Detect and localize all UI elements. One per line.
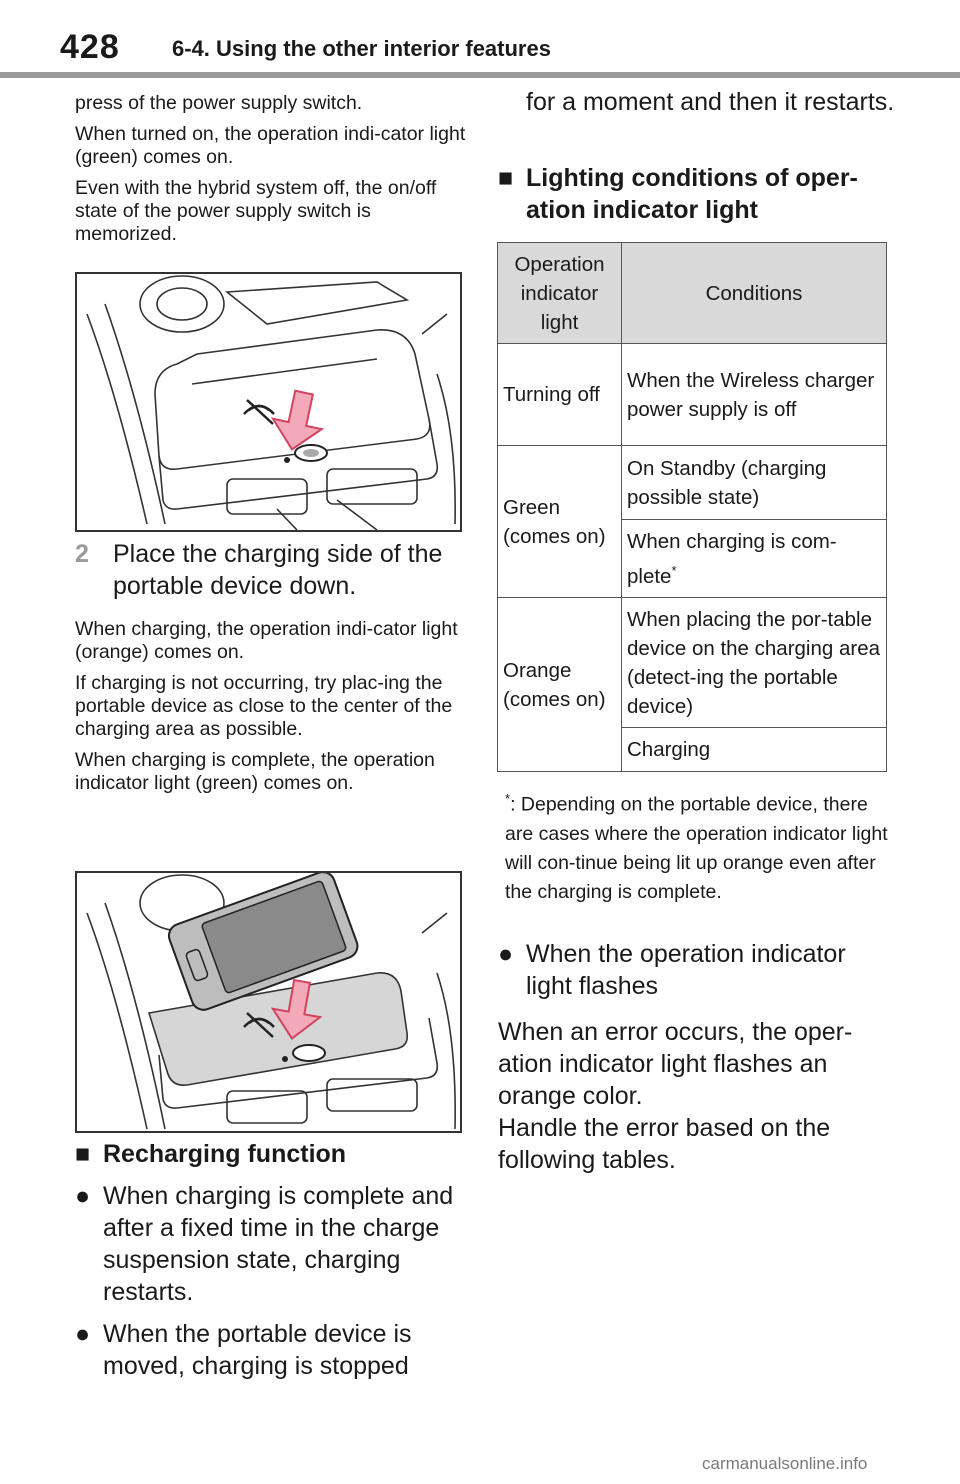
square-bullet-icon: ■ <box>498 164 514 192</box>
watermark: carmanualsonline.info <box>702 1454 868 1473</box>
round-bullet-icon: ● <box>75 1320 91 1348</box>
paragraph-continued: for a moment and then it restarts. <box>526 88 895 116</box>
step-item <box>75 538 470 602</box>
right-column-bottom <box>498 938 893 1176</box>
section-title: 6-4. Using the other interior features <box>172 36 551 61</box>
paragraph: Even with the hybrid system off, the on/off state of the power supply switch is memorized. <box>75 177 437 245</box>
page-number: 428 <box>60 28 120 66</box>
table-header: Conditions <box>622 243 887 344</box>
cell-text: When charging is com-plete <box>627 529 837 588</box>
table-cell: Charging <box>622 728 887 772</box>
left-column-top <box>75 92 470 254</box>
table-cell: When placing the por-table device on the charging area (detect-ing the portable device) <box>622 598 887 728</box>
round-bullet-icon: ● <box>498 940 514 968</box>
indicator-conditions-table <box>497 242 887 772</box>
square-bullet-icon: ■ <box>75 1140 91 1168</box>
table-header-row <box>498 243 887 344</box>
table-row <box>498 344 887 446</box>
paragraph: When charging is complete, the operation indicator light (green) comes on. <box>75 749 435 794</box>
footnote-text: : Depending on the portable device, there are cases where the operation indicator light will con-tinue being lit up orange even after the charging is complete. <box>505 793 888 903</box>
left-column-step <box>75 538 470 803</box>
console-drawing-2 <box>77 873 460 1131</box>
arrow-icon <box>268 387 329 454</box>
paragraph: When turned on, the operation indi-cator light (green) comes on. <box>75 123 466 168</box>
phone-placement-illustration <box>75 871 462 1133</box>
table-cell: On Standby (charging possible state) <box>622 446 887 520</box>
heading-text: Recharging function <box>103 1140 347 1168</box>
table-header: Operation indicator light <box>498 243 622 344</box>
bullet-text: When charging is complete and after a fixed time in the charge suspension state, charging restarts. <box>103 1182 454 1306</box>
footnote-marker: * <box>671 562 677 578</box>
round-bullet-icon: ● <box>75 1182 91 1210</box>
table-cell: Turning off <box>498 344 622 446</box>
heading-text: Lighting conditions of oper-ation indicator light <box>526 164 858 224</box>
table-cell: When the Wireless charger power supply is off <box>622 344 887 446</box>
section-heading <box>498 162 893 226</box>
console-drawing-1 <box>77 274 460 530</box>
table-cell: Green (comes on) <box>498 446 622 598</box>
paragraph: press of the power supply switch. <box>75 92 363 114</box>
bullet-item <box>75 1318 470 1382</box>
right-column-top <box>526 86 896 118</box>
right-column-heading <box>498 162 893 226</box>
paragraph: If charging is not occurring, try plac-ing the portable device as close to the center of the charging area as possible. <box>75 672 453 740</box>
bullet-text: When the operation indicator light flashes <box>526 940 846 1000</box>
bullet-item <box>75 1180 470 1308</box>
table-row <box>498 446 887 520</box>
charger-switch-illustration <box>75 272 462 532</box>
table-row <box>498 598 887 728</box>
bullet-text: When the portable device is moved, charging is stopped <box>103 1320 412 1380</box>
left-column-bottom <box>75 1138 470 1382</box>
header-rule <box>0 72 960 78</box>
table-cell <box>622 520 887 598</box>
step-number: 2 <box>75 540 89 568</box>
footnote-marker: * <box>505 791 511 806</box>
paragraph: When charging, the operation indi-cator light (orange) comes on. <box>75 618 458 663</box>
table-cell: Orange (comes on) <box>498 598 622 772</box>
paragraph: Handle the error based on the following tables. <box>498 1114 831 1174</box>
section-heading <box>75 1138 470 1170</box>
step-text: Place the charging side of the portable device down. <box>113 540 443 600</box>
bullet-item <box>498 938 893 1002</box>
paragraph: When an error occurs, the oper-ation indicator light flashes an orange color. <box>498 1018 853 1110</box>
footnote <box>505 784 895 907</box>
